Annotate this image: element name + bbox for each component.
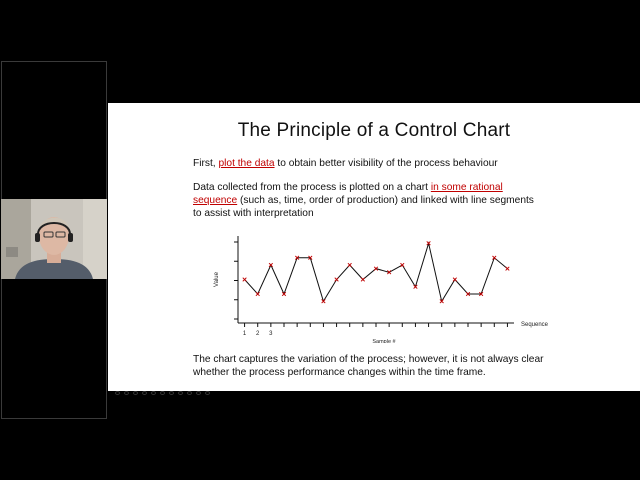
nav-dot[interactable]: [133, 391, 138, 395]
x-tick-label: 1: [242, 331, 247, 337]
x-tick-label: 3: [269, 331, 273, 337]
x-tick-label: 2: [256, 331, 260, 337]
paragraph-plot-data-prefix: First,: [193, 158, 219, 169]
nav-dot[interactable]: [196, 391, 201, 395]
nav-dot[interactable]: [115, 391, 120, 395]
slide-title: The Principle of a Control Chart: [237, 120, 511, 141]
paragraph-rational-sequence-prefix: Data collected from the process is plotted on a chart: [193, 182, 431, 193]
slide-navigation-dots: [115, 391, 215, 395]
nav-dot[interactable]: [178, 391, 183, 395]
data-point-marker: [400, 263, 404, 267]
paragraph-rational-sequence-suffix: (such as, time, order of production) and linked with line segments to assist with interpretation: [193, 195, 534, 219]
data-point-marker: [506, 267, 510, 271]
paragraph-plot-data-suffix: to obtain better visibility of the process behaviour: [274, 158, 498, 169]
nav-dot[interactable]: [187, 391, 192, 395]
data-point-marker: [243, 278, 247, 282]
data-point-marker: [361, 278, 365, 282]
nav-dot[interactable]: [124, 391, 129, 395]
presenter-video-image: [1, 199, 107, 279]
nav-dot[interactable]: [151, 391, 156, 395]
x-axis-end-label: Sequence: [521, 322, 548, 328]
rational-sequence-link[interactable]: in some rational sequence: [193, 182, 503, 206]
data-point-marker: [335, 278, 339, 282]
presentation-slide: [108, 103, 640, 391]
series-line: [245, 243, 508, 301]
nav-dot[interactable]: [142, 391, 147, 395]
presenter-webcam: [1, 199, 107, 279]
x-axis-label: Sample #: [372, 339, 396, 343]
data-point-marker: [256, 292, 260, 296]
y-axis-label: Value: [214, 272, 220, 287]
paragraph-rational-sequence: [193, 181, 538, 220]
nav-dot[interactable]: [169, 391, 174, 395]
data-point-marker: [453, 278, 457, 282]
plot-the-data-link[interactable]: plot the data: [218, 158, 275, 169]
nav-dot[interactable]: [205, 391, 210, 395]
paragraph-plot-data: [193, 157, 498, 170]
paragraph-variation: The chart captures the variation of the process; however, it is not always clear whether the process performance changes within the time frame.: [193, 354, 544, 378]
data-point-marker: [348, 263, 352, 267]
control-chart: [198, 228, 548, 343]
nav-dot[interactable]: [160, 391, 165, 395]
